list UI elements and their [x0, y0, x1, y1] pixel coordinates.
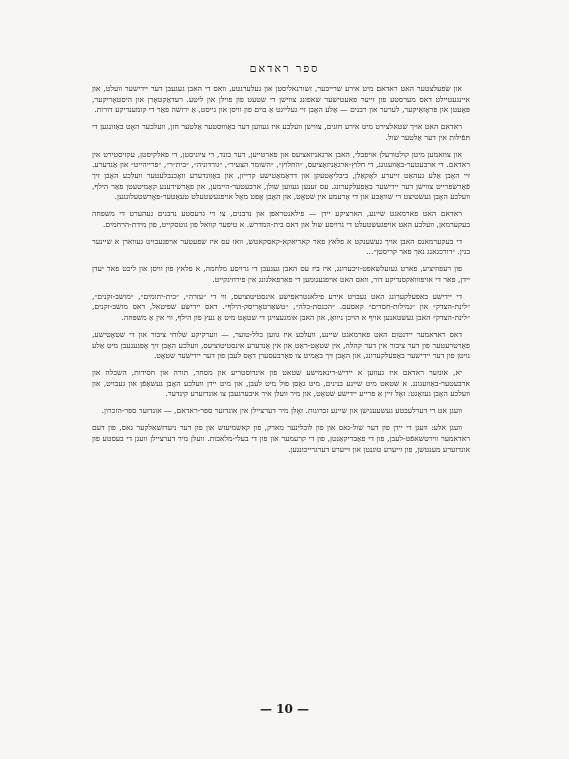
- paragraph: און צוזאמען מיטן קולטורעלן אויפבלי, האבן ארגאניזאציעס און פארטייען, דער בונד, די ציוניסטן, די פאלקיסטן, עקזיסטירט אין ראדאם. די ארבעטער-באַוועגונג, די חלוץ-ארגאַניזאַציעס, ״החלוץ״, ״השומר הצעיר״, ״גורדוניה״, ״בית״ר״, ״פרייהייט״ און אַנדערע. זיי האָבן אַלע געהאַט זייערע לאָקאַלן, ביבליאָטעקן און דראַמאַטישע קרייזן, און באַזונדערע וואָכנבלעטער וועלכע האָבן זיך פֿאַרשפּרייט צווישן דער יידישער באַפעלקערונג. עס זענען געווען שולן, ארבעטער-היימען, און פאַרשידענע קאָמיטעטן פאַר הילף, וועלכע האָבן געשטיצט די שוואַכע און די אָרעמע אין שטאָט, און האָבן אָפט מאָל אויפגעשטעלט טעאַטער-פאָרשטעלונגען.: [92, 149, 470, 202]
- paragraph: די יידישע באפעלקערונג האט געבויט אירע פילאנטראפישע אינסטיטוציעס, ווי די ״עזרה״, ״בית-יתומים״, ״מושב-זקנים״, ״לינת-הצדק״ און ״גמילות-חסדים״ קאסעס. ״הכנסת-כלה״, ״טשאַרטאָריסק-הילף״. דאס יידישע שפיטאל, דאס מושב-זקנים, ״לינת-הצדק״ האבן געשטאנען אויף א הויכן ניוואָ, און האבן אומגעצויגן די שטאָט מיט אַ נעץ פון הילף, ווי אין אַ משפּחה.: [92, 291, 470, 323]
- paragraph: און שפעלצטער האט ראדאם מיט אירע שרייבער, זשורנאליסטן און געלערנטע, וואס די האבן געגעבן דער יידישער וועלט, און איינגעטיילט דאס מערסטע פון זייער פאעטישער שאפונג צווישן די שטעט פון פוילן און ליטע. רעדאַקטאָרן און היסטאָריקער, פּאָעטן און פּראָזאַיקער, לערער און רבנים — אַלע האָבן זיי געלייגט אַ בוים פון וויסן און גייסט, אַ ירושה פאַר די קומענדיקע דורות.: [92, 84, 470, 115]
- paragraph: וועגן אלע: וועגן די יידן פון דער שול-גאס און פון לובלינער מארק, פון קאשמיעזש און פון דער ניעדזשאלקער גאס, פון דעם ראדאמער ווירטשאפֿט-לעבן, פון די פאַבריקאַנטן, פון די קרעמער און פון די בעלי-מלאכות. וועלן מיר דערציילן וועגן די בעסטע פון אונדזערע מענטשן, פון זייערע טוגנטן און זייערע דערגרייכונגען.: [92, 423, 470, 454]
- paragraph: די בעקערמאנס האבן אויך געשענקט א פלאץ פאר קאריאקא-קאסקאטש, וואו עס איז שפעטער אויפגעבויט געווארן א שיינער בנין. ״דורכגאנג נאך פאר קריסטן״...: [92, 236, 470, 257]
- paragraph: ראדאם האט אויך שטאלצירט מיט אירע חזנים, צווישן וועלכע איז געווען דער באַוווּסטער אַלטער חזן, וועלכער האָט באַזונגען די תּפֿילות אין דער אַלטער שול.: [92, 122, 470, 142]
- running-header: ספר ראדאם: [249, 62, 320, 75]
- paragraph: דאס ראדאמער יידנטום האט פארמאגט שיינע, וועלכע איז גווען כלל-טוער, — ווערקיקע שלוחי ציבור און די שטאָטישע, פאַרטרעטער פון דער ציבור אין דער קהלה, אין שטאָט-ראַט און אין אַנדערע אינסטיטוציעס, וועלכע האָבן זיך אָפּגעגעבן מיט אַלע נויטן פון דער יידישער באַפעלקערונג, און האָבן זיך באַמיט צו פאַרבעסערן דאָס לעבן פון דער יידישער שטאָט.: [92, 330, 470, 361]
- page-number: — 10 —: [259, 702, 310, 716]
- paragraph: פון רעפוזיציע, פארט געזעלשאפט-זיכערונג, איז ביז עס האבן געגעבן די גרויסע מלחמה, א פלאץ פון וויסן און ליכט פאר יעדן יידן, פאר די אויפווואקסנדיקע דור, וואס האט אויפגענומען די פארפאלגונג אין פירוזיגקייט.: [92, 264, 470, 284]
- paragraph: יא, אונזער ראדאם איז געווען א יידיש-דינאמישע שטאט פון אינדוסטריע און מסחר, תורה און חסידות, השכלה און ארבעטער-באַוועגונג. א שטאט מיט שיינע בנינים, מיט גאַסן פול מיט לעבן, און מיט יידן וועלכע האָבן געשאַפֿן און געבויט, און וועלכע האָבן געזאַגט: זאָל זיין אַ פרייע יידישע שטאָט, און מיר וועלן איר איבערגעבן צו אונדזערע קינדער.: [92, 368, 470, 399]
- paragraph: ראדאם האט פארמאגט שיינע, הארציקע יידן — פילאנטראפן און נדבנים, צו די גרעסטע נדבנים געהערט די משפחה בעקערמאן, וועלכע האט אויפגעשטעלט די גרויסע שול און דאס בית-המדרש. א טיפער קוואל פון גוטסקייט, פון מידת-הרחמים.: [92, 209, 470, 229]
- body-text: [92, 84, 470, 462]
- paragraph: וועגן אט די דערלעבטע געשעענישן און שיינע זכרונות. זאָלן מיר דערציילן אין אונדזער ספר-ראדאם, — אונדזער ספר-הזכרון.: [101, 406, 462, 416]
